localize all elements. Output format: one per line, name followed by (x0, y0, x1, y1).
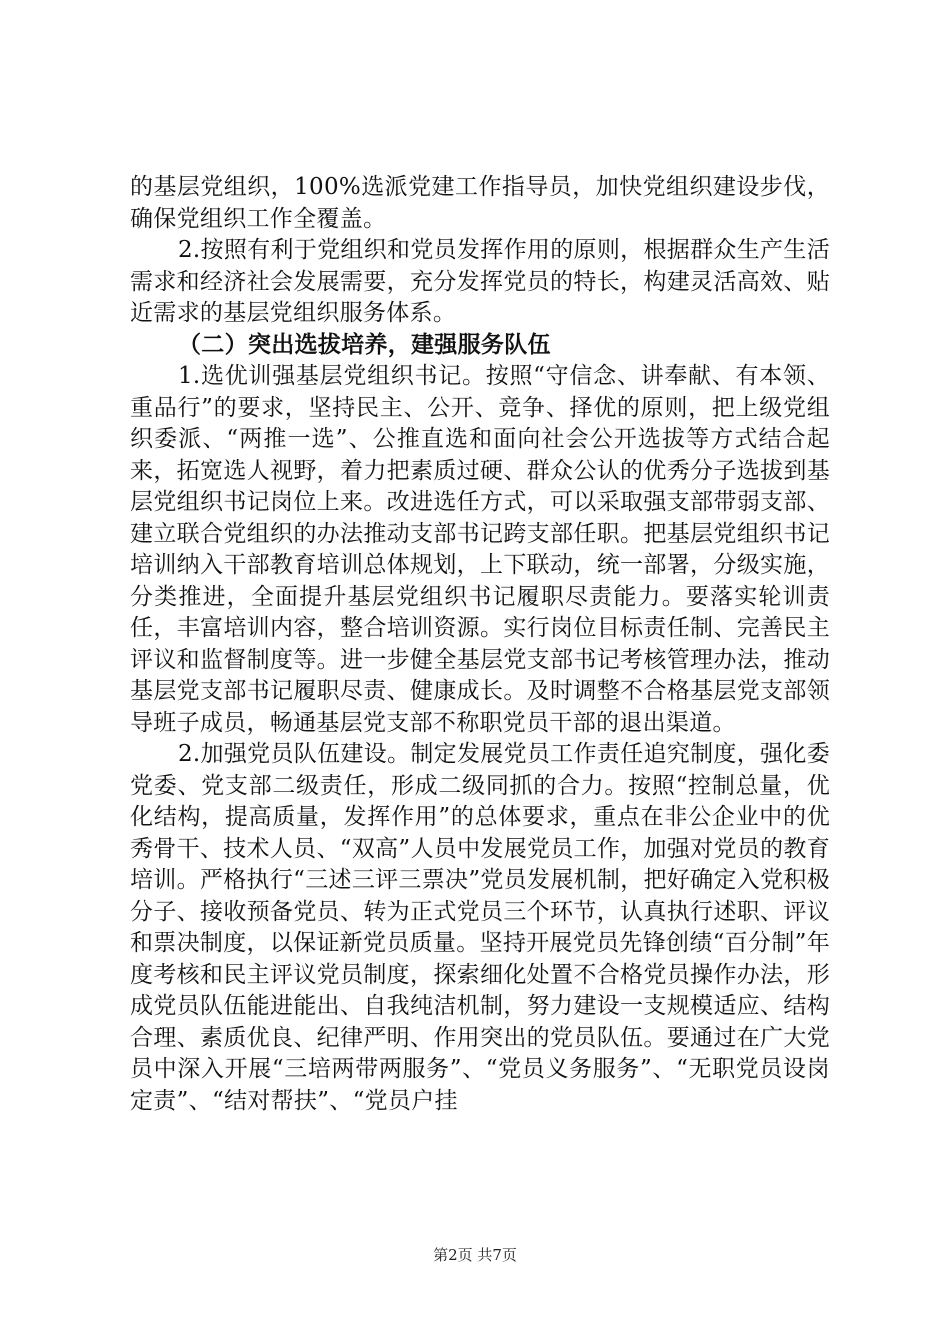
paragraph-secretary-training: 1.选优训强基层党组织书记。按照“守信念、讲奉献、有本领、重品行”的要求，坚持民主、公开、竞争、择优的原则，把上级党组织委派、“两推一选”、公推直选和面向社会公开选拔等方式结合起来，拓宽选人视野，着力把素质过硬、群众公认的优秀分子选拔到基层党组织书记岗位上来。改进选任方式，可以采取强支部带弱支部、建立联合党组织的办法推动支部书记跨支部任职。把基层党组织书记培训纳入干部教育培训总体规划，上下联动，统一部署，分级实施，分类推进，全面提升基层党组织书记履职尽责能力。要落实轮训责任，丰富培训内容，整合培训资源。实行岗位目标责任制、完善民主评议和监督制度等。进一步健全基层党支部书记考核管理办法，推动基层党支部书记履职尽责、健康成长。及时调整不合格基层党支部领导班子成员，畅通基层党支部不称职党员干部的退出渠道。 (130, 363, 830, 736)
paragraph-continued: 的基层党组织，100%选派党建工作指导员，加快党组织建设步伐，确保党组织工作全覆盖。 (130, 174, 830, 232)
page-footer (0, 1244, 950, 1265)
paragraph-party-member-team: 2.加强党员队伍建设。制定发展党员工作责任追究制度，强化委党委、党支部二级责任，形成二级同抓的合力。按照“控制总量，优化结构，提高质量，发挥作用”的总体要求，重点在非公企业中的优秀骨干、技术人员、“双高”人员中发展党员工作，加强对党员的教育培训。严格执行“三述三评三票决”党员发展机制，把好确定入党积极分子、接收预备党员、转为正式党员三个环节，认真执行述职、评议和票决制度，以保证新党员质量。坚持开展党员先锋创绩“百分制”年度考核和民主评议党员制度，探索细化处置不合格党员操作办法，形成党员队伍能进能出、自我纯洁机制，努力建设一支规模适应、结构合理、素质优良、纪律严明、作用突出的党员队伍。要通过在广大党员中深入开展“三培两带两服务”、“党员义务服务”、“无职党员设岗定责”、“结对帮扶”、“党员户挂 (130, 741, 830, 1114)
page-number-label: 第2页 共7页 (433, 1246, 517, 1264)
paragraph-item-2: 2.按照有利于党组织和党员发挥作用的原则，根据群众生产生活需求和经济社会发展需要，充分发挥党员的特长，构建灵活高效、贴近需求的基层党组织服务体系。 (130, 237, 830, 326)
section-heading: （二）突出选拔培养，建强服务队伍 (178, 331, 551, 358)
document-body (130, 172, 830, 1117)
